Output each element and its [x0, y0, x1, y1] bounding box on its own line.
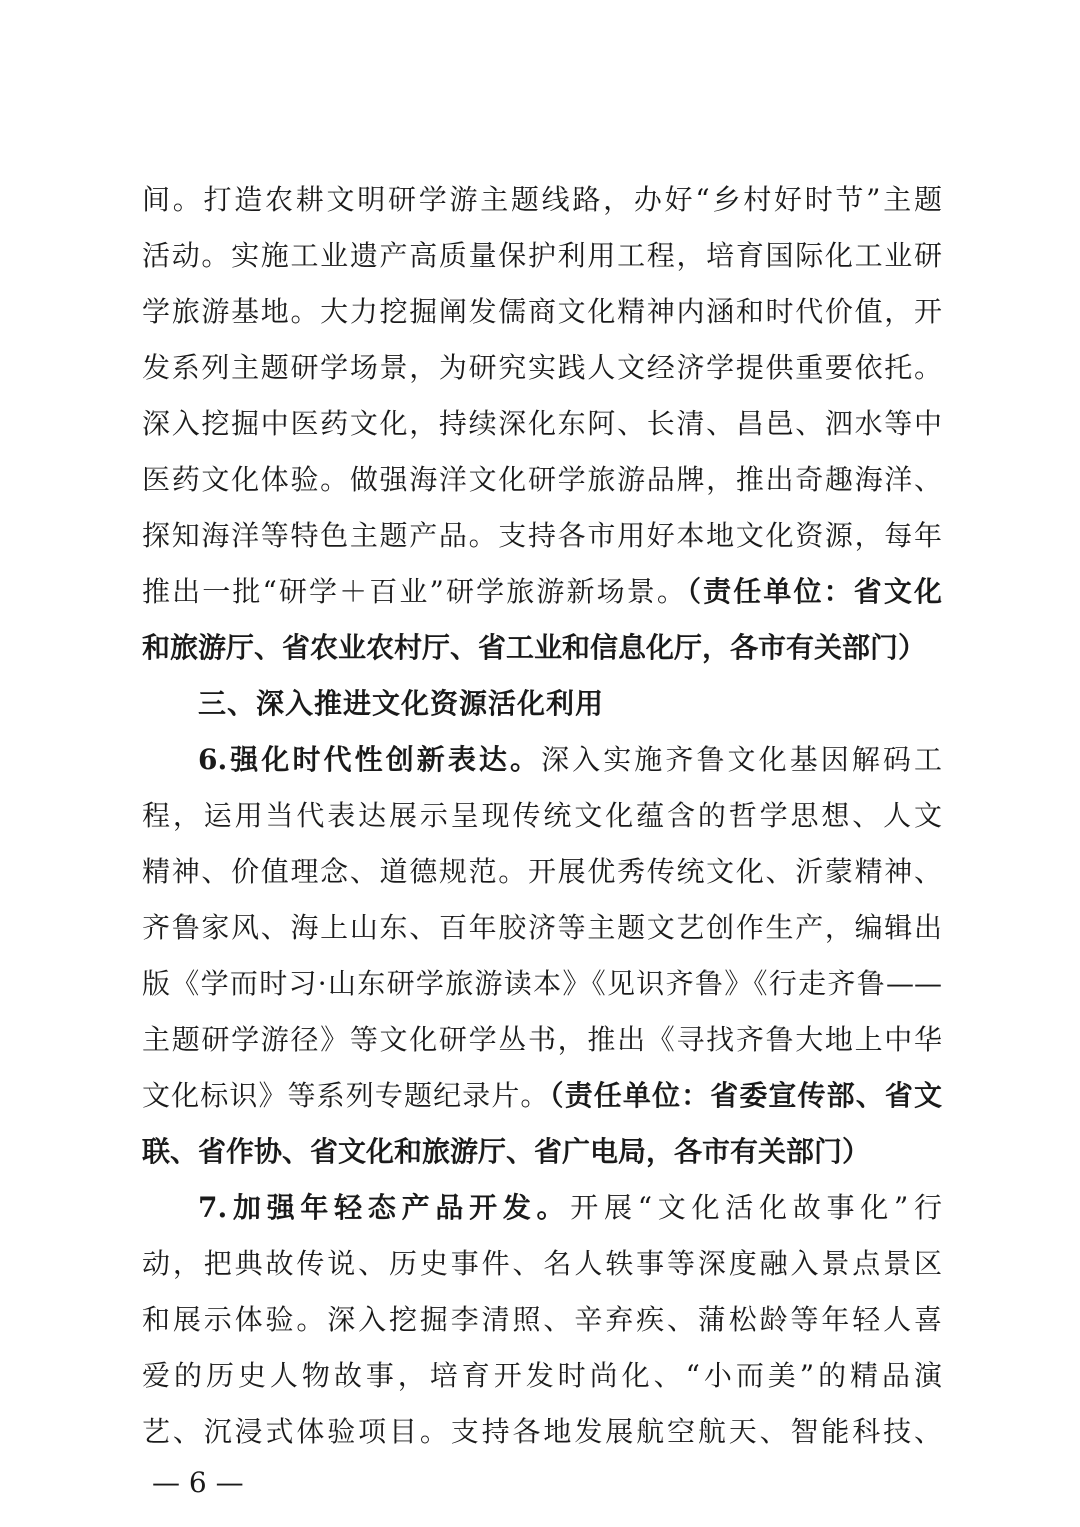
item-first-line — [198, 1180, 942, 1236]
item-title: 6.强化时代性创新表达。 — [198, 743, 542, 776]
paragraph-text: 文化标识》等系列专题纪录片。 — [142, 1079, 550, 1112]
paragraph-line: 医药文化体验。做强海洋文化研学旅游品牌，推出奇趣海洋、 — [142, 463, 942, 496]
paragraph-text: 推出一批“研学＋百业”研学旅游新场景。 — [142, 575, 687, 608]
paragraph-line — [142, 1068, 942, 1124]
responsibility-note: 联、省作协、省文化和旅游厅、省广电局，各市有关部门） — [142, 1135, 871, 1168]
paragraph-line: 深入挖掘中医药文化，持续深化东阿、长清、昌邑、泗水等中 — [142, 407, 942, 440]
paragraph-line: 动，把典故传说、历史事件、名人轶事等深度融入景点景区 — [142, 1247, 942, 1280]
responsibility-note: （责任单位：省文化 — [686, 575, 942, 608]
paragraph-line — [142, 564, 942, 620]
item-first-line — [198, 732, 942, 788]
responsibility-note: （责任单位：省委宣传部、省文 — [549, 1079, 942, 1112]
paragraph-line: 精神、价值理念、道德规范。开展优秀传统文化、沂蒙精神、 — [142, 855, 942, 888]
responsibility-note: 和旅游厅、省农业农村厅、省工业和信息化厅，各市有关部门） — [142, 631, 927, 664]
section-heading: 三、深入推进文化资源活化利用 — [198, 687, 605, 720]
paragraph-line: 和展示体验。深入挖掘李清照、辛弃疾、蒲松龄等年轻人喜 — [142, 1303, 942, 1336]
paragraph-line: 主题研学游径》等文化研学丛书，推出《寻找齐鲁大地上中华 — [142, 1023, 942, 1056]
paragraph-line: 学旅游基地。大力挖掘阐发儒商文化精神内涵和时代价值，开 — [142, 295, 942, 328]
paragraph-line: 爱的历史人物故事，培育开发时尚化、“小而美”的精品演 — [142, 1359, 942, 1392]
paragraph-line: 活动。实施工业遗产高质量保护利用工程，培育国际化工业研 — [142, 239, 942, 272]
paragraph-line: 程，运用当代表达展示呈现传统文化蕴含的哲学思想、人文 — [142, 799, 942, 832]
page-number: — 6 — — [152, 1466, 244, 1499]
paragraph-line: 间。打造农耕文明研学游主题线路，办好“乡村好时节”主题 — [142, 183, 942, 216]
paragraph-line: 探知海洋等特色主题产品。支持各市用好本地文化资源，每年 — [142, 519, 942, 552]
item-title: 7.加强年轻态产品开发。 — [198, 1191, 571, 1224]
paragraph-line: 发系列主题研学场景，为研究实践人文经济学提供重要依托。 — [142, 351, 942, 384]
paragraph-line: 艺、沉浸式体验项目。支持各地发展航空航天、智能科技、 — [142, 1415, 942, 1448]
paragraph-line: 版《学而时习·山东研学旅游读本》《见识齐鲁》《行走齐鲁—— — [142, 967, 942, 1000]
paragraph-text: 开展“文化活化故事化”行 — [570, 1191, 942, 1224]
paragraph-text: 深入实施齐鲁文化基因解码工 — [541, 743, 942, 776]
paragraph-line: 齐鲁家风、海上山东、百年胶济等主题文艺创作生产，编辑出 — [142, 911, 942, 944]
